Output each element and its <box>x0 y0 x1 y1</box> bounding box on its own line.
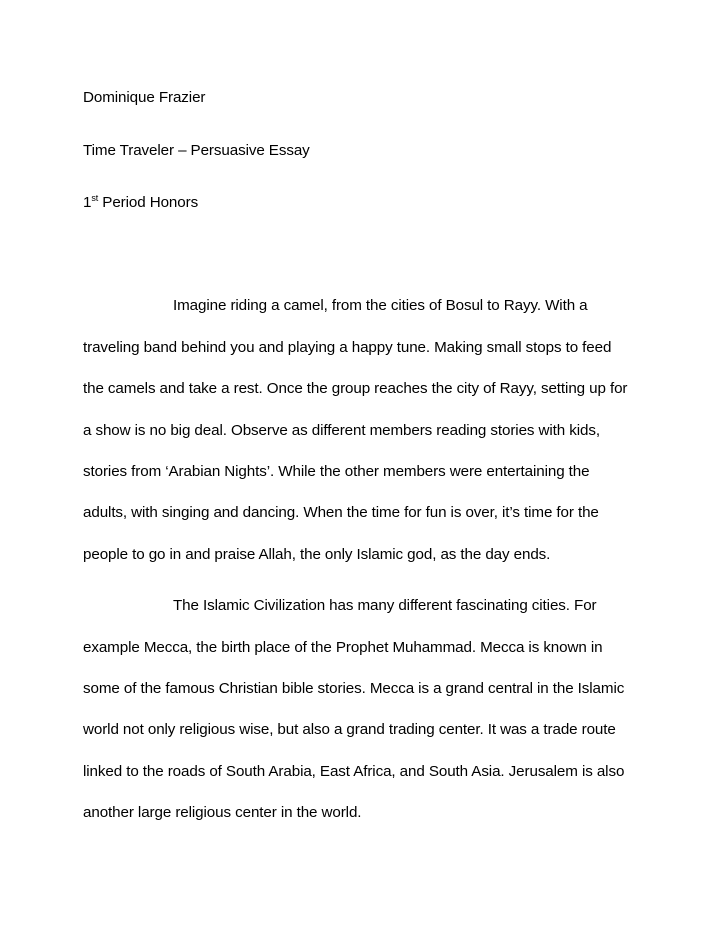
paragraph-line: linked to the roads of South Arabia, East Africa, and South Asia. Jerusalem is also <box>83 763 625 780</box>
paragraph-line: a show is no big deal. Observe as different members reading stories with kids, <box>83 422 600 439</box>
paragraph-line: stories from ‘Arabian Nights’. While the other members were entertaining the <box>83 463 590 480</box>
paragraph-line: another large religious center in the world. <box>83 804 362 821</box>
class-period <box>83 193 198 213</box>
paragraph-line: The Islamic Civilization has many different fascinating cities. For <box>173 597 597 614</box>
paragraph-line: people to go in and praise Allah, the only Islamic god, as the day ends. <box>83 546 551 563</box>
paragraph-line: world not only religious wise, but also a grand trading center. It was a trade route <box>83 721 616 738</box>
paragraph-line: traveling band behind you and playing a happy tune. Making small stops to feed <box>83 339 612 356</box>
period-label: Period Honors <box>98 194 199 211</box>
essay-title: Time Traveler – Persuasive Essay <box>83 142 310 159</box>
period-suffix: st <box>91 193 99 203</box>
period-number: 1 <box>83 194 92 211</box>
paragraph-line: the camels and take a rest. Once the group reaches the city of Rayy, setting up for <box>83 380 628 397</box>
paragraph-line: adults, with singing and dancing. When the time for fun is over, it’s time for the <box>83 504 599 521</box>
paragraph-line: example Mecca, the birth place of the Prophet Muhammad. Mecca is known in <box>83 639 603 656</box>
paragraph-line: Imagine riding a camel, from the cities of Bosul to Rayy. With a <box>173 297 588 314</box>
author-name: Dominique Frazier <box>83 89 206 106</box>
paragraph-line: some of the famous Christian bible stories. Mecca is a grand central in the Islamic <box>83 680 625 697</box>
